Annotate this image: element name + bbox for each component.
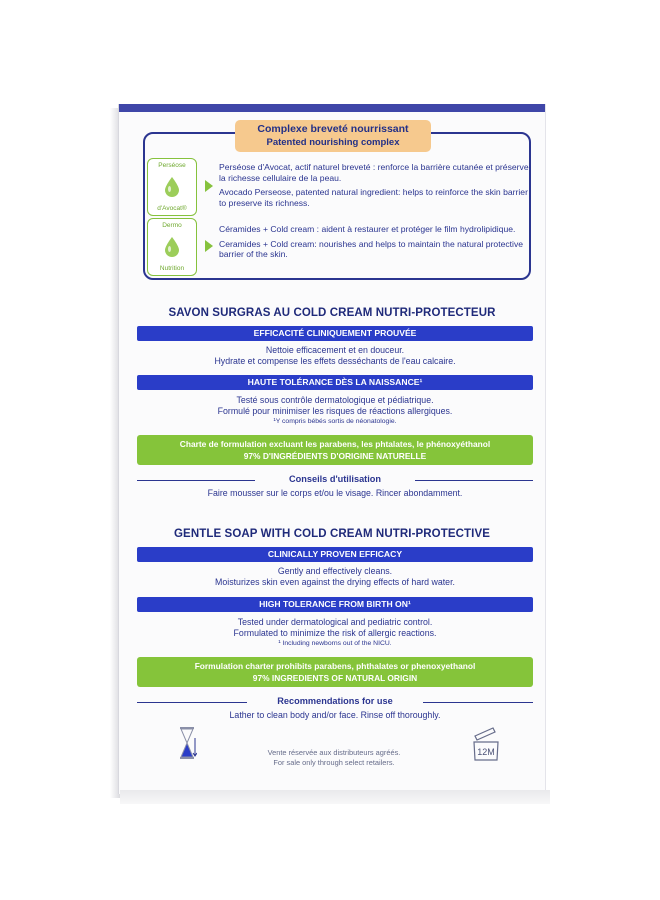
fr-efficacy-text	[137, 345, 533, 367]
fr-efficacy-line-2: Hydrate et compense les effets desséchants de l'eau calcaire.	[214, 356, 456, 366]
divider	[137, 480, 255, 481]
fr-recommendations-header	[137, 474, 533, 486]
retail-notice	[219, 748, 449, 768]
fr-efficacy-bar: EFFICACITÉ CLINIQUEMENT PROUVÉE	[137, 326, 533, 341]
fr-tolerance-line-1: Testé sous contrôle dermatologique et pédiatrique.	[236, 395, 434, 405]
pao-label: 12M	[477, 747, 495, 757]
en-formulation-charter	[137, 657, 533, 687]
icon-label-top: Dermo	[162, 222, 182, 229]
top-color-band	[119, 104, 545, 112]
divider	[415, 480, 533, 481]
arrow-right-icon	[205, 180, 213, 192]
drop-icon	[165, 237, 179, 257]
soap-box-back	[118, 104, 546, 794]
en-tolerance-line-2: Formulated to minimize the risk of allergic reactions.	[233, 628, 437, 638]
box-bottom-flap	[120, 790, 550, 804]
drop-icon	[165, 177, 179, 197]
pao-jar-icon	[471, 726, 501, 762]
en-tolerance-line-1: Tested under dermatological and pediatric control.	[237, 617, 433, 627]
fr-charter-line: Charte de formulation excluant les parabens, les phtalates, le phénoxyéthanol	[179, 439, 491, 449]
fr-tolerance-bar: HAUTE TOLÉRANCE DÈS LA NAISSANCE¹	[137, 375, 533, 390]
ingredient-2-fr: Céramides + Cold cream : aident à restaurer et protéger le film hydrolipidique.	[219, 224, 516, 234]
fr-recommendations-text: Faire mousser sur le corps et/ou le visage. Rincer abondamment.	[207, 488, 463, 498]
divider	[423, 702, 533, 703]
en-efficacy-line-2: Moisturizes skin even against the drying effects of hard water.	[215, 577, 455, 587]
complex-title-fr: Complexe breveté nourrissant	[257, 123, 409, 135]
fr-product-title: SAVON SURGRAS AU COLD CREAM NUTRI-PROTECTEUR	[168, 307, 496, 319]
icon-label-top: Perséose	[158, 162, 186, 169]
en-natural-origin: 97% INGREDIENTS OF NATURAL ORIGIN	[252, 673, 418, 683]
en-efficacy-line-1: Gently and effectively cleans.	[277, 566, 393, 576]
dermo-nutrition-icon	[147, 218, 197, 276]
ingredient-1-en: Avocado Perseose, patented natural ingredient: helps to reinforce the skin barrier to preserve its richness.	[219, 187, 528, 208]
ingredient-2-en: Ceramides + Cold cream: nourishes and helps to maintain the natural protective barrier of the skin.	[219, 238, 524, 259]
ingredient-2-text	[219, 224, 537, 264]
en-efficacy-bar: CLINICALLY PROVEN EFFICACY	[137, 547, 533, 562]
icon-label-bottom: d'Avocat®	[157, 205, 187, 212]
ingredient-1-fr: Perséose d'Avocat, actif naturel breveté : renforce la barrière cutanée et préserve la richesse cellulaire de la peau.	[219, 162, 529, 183]
en-tolerance-bar: HIGH TOLERANCE FROM BIRTH ON¹	[137, 597, 533, 612]
fr-efficacy-line-1: Nettoie efficacement et en douceur.	[265, 345, 405, 355]
en-recommendations-header	[137, 696, 533, 708]
en-tolerance-text	[137, 617, 533, 648]
en-recommendations-title: Recommendations for use	[273, 696, 396, 706]
fr-recommendations-title: Conseils d'utilisation	[285, 474, 385, 484]
hourglass-icon	[179, 726, 197, 760]
complex-title-en: Patented nourishing complex	[266, 137, 400, 148]
fr-formulation-charter	[137, 435, 533, 465]
fr-tolerance-note: ¹Y compris bébés sortis de néonatologie.	[273, 418, 397, 425]
fr-tolerance-text	[137, 395, 533, 426]
icon-label-bottom: Nutrition	[159, 265, 185, 272]
fr-natural-origin: 97% D'INGRÉDIENTS D'ORIGINE NATURELLE	[243, 451, 427, 461]
divider	[137, 702, 247, 703]
avocado-perseose-icon	[147, 158, 197, 216]
fr-tolerance-line-2: Formulé pour minimiser les risques de réactions allergiques.	[217, 406, 453, 416]
en-efficacy-text	[137, 566, 533, 588]
retail-notice-fr: Vente réservée aux distributeurs agréés.	[267, 748, 401, 757]
en-recommendations-text: Lather to clean body and/or face. Rinse off thoroughly.	[229, 710, 441, 720]
complex-title-badge	[235, 120, 431, 152]
en-charter-line: Formulation charter prohibits parabens, phthalates or phenoxyethanol	[194, 661, 476, 671]
retail-notice-en: For sale only through select retailers.	[273, 758, 395, 767]
arrow-right-icon	[205, 240, 213, 252]
en-tolerance-note: ¹ Including newborns out of the NICU.	[278, 640, 392, 647]
en-product-title: GENTLE SOAP WITH COLD CREAM NUTRI-PROTECTIVE	[174, 528, 490, 540]
ingredient-1-text	[219, 162, 537, 212]
